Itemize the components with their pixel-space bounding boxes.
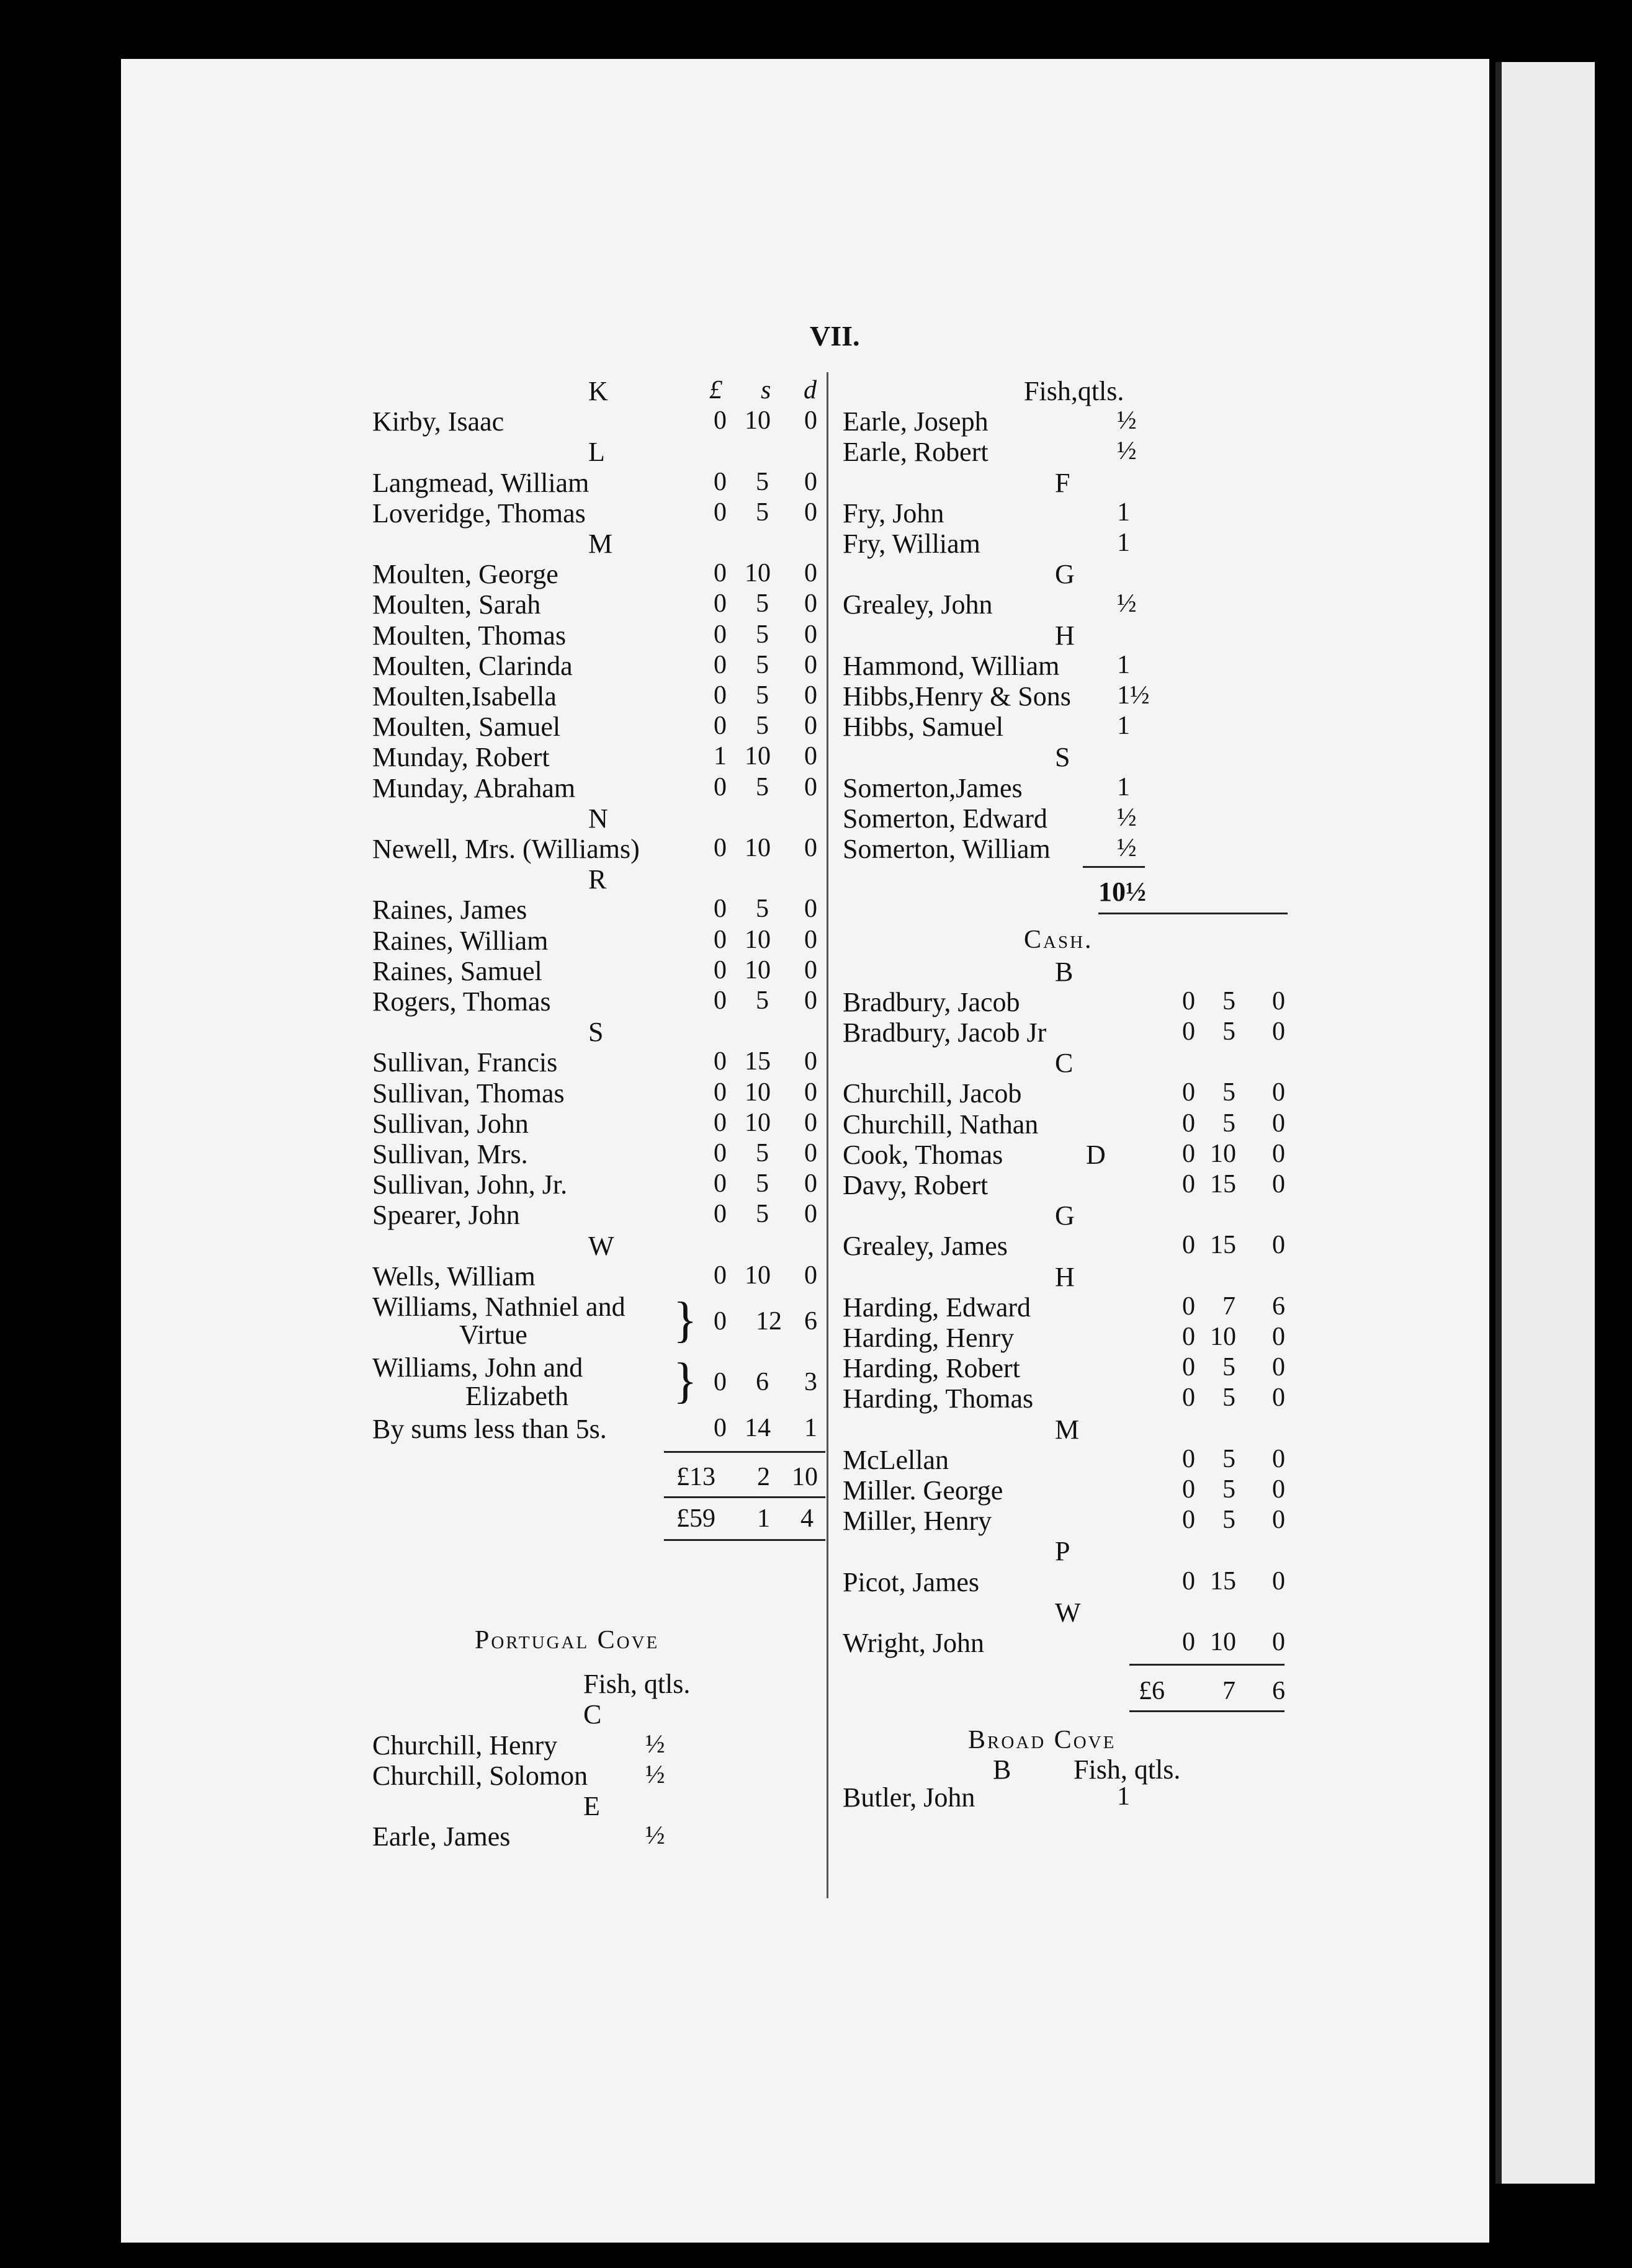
- entry-name: By sums less than 5s.: [372, 1413, 607, 1444]
- shillings-value: 5: [1222, 1078, 1235, 1107]
- fish-header: Fish,qtls.: [1024, 376, 1124, 406]
- pence-value: 0: [804, 772, 817, 801]
- entry-name: Hammond, William: [843, 650, 1060, 681]
- quantity-value: 1: [1117, 498, 1130, 527]
- section-letter: G: [1055, 559, 1075, 590]
- entry-name: Churchill, Henry: [372, 1730, 558, 1761]
- pence-value: 0: [804, 925, 817, 954]
- pounds-value: 0: [714, 467, 727, 496]
- pence-value: 0: [1272, 1475, 1285, 1504]
- pence-value: 0: [1272, 1444, 1285, 1473]
- quantity-value: ½: [1117, 834, 1137, 862]
- shillings-value: 5: [1222, 1017, 1235, 1046]
- entry-name: Churchill, Jacob: [843, 1078, 1022, 1109]
- pounds-value: 0: [714, 681, 727, 710]
- shillings-value: 5: [756, 986, 769, 1015]
- fish-total: 10½: [1098, 877, 1146, 908]
- entry-name: Wright, John: [843, 1628, 984, 1658]
- shillings-value: 5: [756, 895, 769, 924]
- shillings-value: 12: [756, 1306, 782, 1336]
- total-pounds: £59: [676, 1504, 715, 1534]
- quantity-value: 1: [1117, 529, 1130, 557]
- pence-value: 0: [804, 620, 817, 649]
- pounds-value: 0: [714, 712, 727, 741]
- cash-total-rule: [1129, 1664, 1285, 1666]
- entry-name: Moulten, George: [372, 559, 558, 590]
- entry-name: Moulten, Sarah: [372, 589, 541, 620]
- pounds-value: 0: [714, 955, 727, 984]
- entry-name: Sullivan, John, Jr.: [372, 1169, 568, 1200]
- pence-value: 0: [804, 498, 817, 527]
- quantity-value: ½: [645, 1821, 665, 1851]
- pounds-value: 0: [1182, 1139, 1195, 1168]
- entry-name: Moulten, Samuel: [372, 712, 561, 743]
- pounds-value: 0: [714, 589, 727, 618]
- quantity-value: 1: [1117, 772, 1130, 801]
- shillings-value: 5: [1222, 1353, 1235, 1382]
- quantity-value: ½: [1117, 406, 1137, 435]
- shillings-value: 5: [1222, 986, 1235, 1016]
- section-letter: M: [1055, 1414, 1080, 1445]
- section-letter: H: [1055, 1261, 1075, 1292]
- cash-heading: Cash.: [1024, 926, 1093, 955]
- entry-name: Sullivan, John: [372, 1108, 529, 1139]
- pence-value: 0: [804, 895, 817, 924]
- shillings-value: 5: [756, 1139, 769, 1167]
- entry-name: Earle, Robert: [843, 437, 989, 468]
- shillings-value: 15: [1210, 1170, 1236, 1199]
- entry-name: Raines, James: [372, 895, 527, 926]
- pounds-value: 0: [1182, 1383, 1195, 1413]
- quantity-value: 1: [1117, 650, 1130, 679]
- column-divider: [827, 372, 828, 1898]
- entry-name: Somerton,James: [843, 772, 1023, 803]
- brace: }: [673, 1354, 697, 1409]
- pence-value: 0: [804, 1047, 817, 1076]
- section-letter: R: [588, 864, 607, 895]
- section-letter: S: [588, 1017, 604, 1048]
- pounds-value: 0: [1182, 1475, 1195, 1504]
- pence-value: 0: [804, 1139, 817, 1167]
- pence-value: 0: [804, 681, 817, 710]
- pence-value: 0: [804, 955, 817, 984]
- shillings-value: 5: [1222, 1506, 1235, 1535]
- section-letter: E: [583, 1791, 600, 1821]
- pence-value: 0: [1272, 1323, 1285, 1351]
- shillings-value: 10: [745, 559, 771, 588]
- shillings-value: 5: [756, 589, 769, 618]
- entry-name: Spearer, John: [372, 1200, 520, 1231]
- pence-value: 1: [804, 1413, 817, 1442]
- facing-page-edge: [1495, 62, 1595, 2184]
- entry-name: Kirby, Isaac: [372, 406, 504, 437]
- entry-name: Raines, William: [372, 925, 549, 956]
- pounds-value: 0: [714, 498, 727, 527]
- pounds-value: 0: [714, 1261, 727, 1290]
- pence-value: 0: [804, 1261, 817, 1290]
- pence-value: 0: [1272, 1506, 1285, 1535]
- quantity-value: ½: [645, 1730, 665, 1759]
- pence-value: 0: [804, 559, 817, 588]
- shillings-value: 5: [1222, 1475, 1235, 1504]
- pounds-value: 0: [1182, 1231, 1195, 1260]
- pence-value: 0: [1272, 1383, 1285, 1413]
- total-shillings: 1: [757, 1504, 770, 1534]
- pounds-value: 0: [1182, 1444, 1195, 1473]
- fish-total-rule-bottom: [1098, 913, 1288, 914]
- entry-name: Grealey, James: [843, 1231, 1008, 1262]
- entry-name: Miller. George: [843, 1475, 1003, 1506]
- section-letter: N: [588, 803, 608, 834]
- entry-name: Munday, Abraham: [372, 772, 576, 803]
- entry-name: Fry, John: [843, 498, 944, 529]
- entry-name: McLellan: [843, 1444, 949, 1475]
- pence-value: 0: [1272, 1628, 1285, 1656]
- total-rule: [664, 1496, 825, 1498]
- entry-name: Williams, John and: [372, 1352, 583, 1383]
- entry-name: Munday, Robert: [372, 742, 550, 773]
- pounds-value: 0: [1182, 1566, 1195, 1596]
- entry-name: Loveridge, Thomas: [372, 498, 586, 529]
- cash-total-pence: 6: [1272, 1677, 1285, 1706]
- entry-name: Davy, Robert: [843, 1170, 989, 1200]
- shillings-value: 5: [756, 467, 769, 496]
- pence-value: 0: [804, 650, 817, 679]
- section-letter: H: [1055, 620, 1075, 651]
- shillings-value: 10: [745, 742, 771, 771]
- pounds-value: 1: [714, 742, 727, 771]
- pounds-value: 0: [1182, 1292, 1195, 1321]
- pence-value: 6: [804, 1306, 817, 1336]
- shillings-value: 10: [1210, 1323, 1236, 1351]
- pounds-value: 0: [714, 1200, 727, 1229]
- shillings-value: 5: [756, 772, 769, 801]
- pounds-value: 0: [714, 406, 727, 435]
- entry-name: Harding, Thomas: [843, 1383, 1034, 1414]
- entry-name: Churchill, Nathan: [843, 1109, 1039, 1140]
- entry-name: Sullivan, Francis: [372, 1047, 558, 1078]
- quantity-value: ½: [1117, 803, 1137, 832]
- pence-value: 0: [804, 406, 817, 435]
- pounds-value: 0: [714, 1169, 727, 1199]
- pounds-value: 0: [714, 895, 727, 924]
- broad-cove-heading: Broad Cove: [968, 1726, 1116, 1755]
- entry-name: Grealey, John: [843, 589, 993, 620]
- entry-name: Cook, Thomas: [843, 1139, 1003, 1170]
- pence-header: d: [804, 376, 817, 404]
- pence-value: 0: [804, 1200, 817, 1229]
- pence-value: 0: [804, 742, 817, 771]
- entry-name-cont: Virtue: [459, 1319, 527, 1351]
- entry-name: Harding, Edward: [843, 1292, 1031, 1323]
- section-letter: W: [588, 1230, 614, 1261]
- pounds-value: 0: [714, 1078, 727, 1107]
- pounds-value: 0: [714, 925, 727, 954]
- pence-value: 6: [1272, 1292, 1285, 1321]
- fish-header: Fish, qtls.: [1074, 1754, 1181, 1785]
- total-rule-bottom: [664, 1539, 825, 1541]
- portugal-cove-heading: Portugal Cove: [475, 1626, 660, 1654]
- shillings-value: 14: [745, 1413, 771, 1442]
- pounds-value: 0: [714, 986, 727, 1015]
- entry-name: Wells, William: [372, 1261, 536, 1292]
- pounds-header: £: [709, 376, 722, 404]
- shillings-value: 10: [745, 1261, 771, 1290]
- section-letter: C: [583, 1699, 602, 1730]
- section-letter: M: [588, 529, 613, 559]
- entry-name: Rogers, Thomas: [372, 986, 551, 1017]
- pounds-value: 0: [1182, 986, 1195, 1016]
- pence-value: 0: [1272, 1231, 1285, 1260]
- pence-value: 0: [804, 467, 817, 496]
- pence-value: 0: [804, 1169, 817, 1199]
- entry-name: Langmead, William: [372, 467, 590, 498]
- entry-name: Somerton, Edward: [843, 803, 1047, 834]
- pence-value: 0: [804, 712, 817, 741]
- pounds-value: 0: [714, 1306, 727, 1336]
- entry-name: Earle, Joseph: [843, 406, 989, 437]
- pounds-value: 0: [714, 1108, 727, 1137]
- shillings-value: 10: [745, 1078, 771, 1107]
- section-letter: K: [588, 376, 608, 406]
- entry-name: Butler, John: [843, 1782, 975, 1813]
- pounds-value: 0: [714, 834, 727, 862]
- pounds-value: 0: [714, 772, 727, 801]
- total-pence: 4: [800, 1504, 814, 1534]
- entry-name: Miller, Henry: [843, 1506, 992, 1537]
- entry-name: Sullivan, Mrs.: [372, 1139, 528, 1169]
- shillings-value: 10: [745, 955, 771, 984]
- quantity-value: ½: [645, 1760, 665, 1789]
- pounds-value: 0: [714, 650, 727, 679]
- pence-value: 0: [1272, 1109, 1285, 1138]
- cash-total-rule-bottom: [1129, 1710, 1285, 1712]
- subtotal-rule: [664, 1451, 825, 1453]
- shillings-value: 10: [745, 406, 771, 435]
- entry-name: Fry, William: [843, 529, 980, 559]
- entry-name: Bradbury, Jacob Jr: [843, 1017, 1047, 1048]
- shillings-value: 10: [1210, 1139, 1236, 1168]
- entry-name: Moulten, Clarinda: [372, 650, 573, 681]
- pounds-value: 0: [1182, 1506, 1195, 1535]
- pounds-value: 0: [714, 1047, 727, 1076]
- section-letter: F: [1055, 467, 1070, 498]
- pence-value: 0: [1272, 1566, 1285, 1596]
- shillings-value: 10: [745, 834, 771, 862]
- quantity-value: 1: [1117, 712, 1130, 741]
- pence-value: 0: [804, 834, 817, 862]
- entry-name: Earle, James: [372, 1821, 511, 1852]
- shillings-value: 10: [745, 1108, 771, 1137]
- quantity-value: 1: [1117, 1782, 1130, 1811]
- shillings-value: 15: [745, 1047, 771, 1076]
- pence-value: 0: [1272, 1353, 1285, 1382]
- shillings-value: 5: [1222, 1383, 1235, 1413]
- shillings-value: 5: [1222, 1444, 1235, 1473]
- entry-name: Moulten,Isabella: [372, 681, 557, 712]
- pence-value: 0: [1272, 1078, 1285, 1107]
- entry-name: Picot, James: [843, 1566, 979, 1597]
- entry-name: Williams, Nathniel and: [372, 1292, 625, 1322]
- shillings-value: 6: [756, 1368, 769, 1396]
- shillings-value: 10: [1210, 1628, 1236, 1656]
- fish-header: Fish, qtls.: [583, 1669, 691, 1700]
- entry-name: Newell, Mrs. (Williams): [372, 834, 640, 864]
- entry-name: Harding, Henry: [843, 1323, 1015, 1353]
- pounds-value: 0: [1182, 1078, 1195, 1107]
- pence-value: 0: [1272, 986, 1285, 1016]
- entry-name: Sullivan, Thomas: [372, 1078, 565, 1109]
- shillings-value: 5: [756, 1200, 769, 1229]
- pence-value: 0: [804, 1078, 817, 1107]
- entry-name: Harding, Robert: [843, 1353, 1020, 1384]
- entry-name: Bradbury, Jacob: [843, 986, 1020, 1017]
- cash-total-pounds: £6: [1139, 1677, 1165, 1706]
- pence-value: 0: [804, 986, 817, 1015]
- shillings-value: 15: [1210, 1231, 1236, 1260]
- entry-name: Hibbs, Samuel: [843, 712, 1004, 743]
- pence-value: 0: [804, 589, 817, 618]
- shillings-value: 15: [1210, 1566, 1236, 1596]
- quantity-value: ½: [1117, 437, 1137, 466]
- entry-name: Raines, Samuel: [372, 955, 542, 986]
- entry-name: Hibbs,Henry & Sons: [843, 681, 1071, 712]
- entry-name: Churchill, Solomon: [372, 1760, 588, 1791]
- pence-value: 0: [804, 1108, 817, 1137]
- subtotal-pounds: £13: [676, 1463, 715, 1491]
- entry-name-cont: Elizabeth: [465, 1380, 569, 1411]
- pounds-value: 0: [714, 620, 727, 649]
- pounds-value: 0: [714, 1413, 727, 1442]
- shillings-value: 5: [756, 1169, 769, 1199]
- pounds-value: 0: [1182, 1323, 1195, 1351]
- pounds-value: 0: [1182, 1628, 1195, 1656]
- section-letter: S: [1055, 742, 1070, 773]
- section-letter: B: [1055, 956, 1074, 987]
- section-letter: C: [1055, 1048, 1074, 1079]
- pence-value: 0: [1272, 1170, 1285, 1199]
- subtotal-shillings: 2: [757, 1463, 770, 1491]
- entry-name: Moulten, Thomas: [372, 620, 567, 651]
- shillings-value: 10: [745, 925, 771, 954]
- pounds-value: 0: [714, 559, 727, 588]
- pounds-value: 0: [714, 1368, 727, 1396]
- section-letter: W: [1055, 1597, 1081, 1628]
- cash-total-shillings: 7: [1222, 1677, 1235, 1706]
- brace: }: [673, 1293, 697, 1347]
- quantity-value: 1½: [1117, 681, 1150, 710]
- section-letter: P: [1055, 1536, 1070, 1567]
- shillings-value: 5: [756, 498, 769, 527]
- shillings-value: 5: [756, 620, 769, 649]
- quantity-value: ½: [1117, 589, 1137, 618]
- shillings-value: 5: [756, 712, 769, 741]
- pence-value: 0: [1272, 1139, 1285, 1168]
- pence-value: 3: [804, 1368, 817, 1396]
- pounds-value: 0: [1182, 1109, 1195, 1138]
- shillings-value: 5: [1222, 1109, 1235, 1138]
- section-letter: B: [993, 1754, 1011, 1785]
- entry-name: Somerton, William: [843, 834, 1051, 864]
- pounds-value: 0: [714, 1139, 727, 1167]
- shillings-value: 5: [756, 650, 769, 679]
- section-letter: D: [1086, 1139, 1106, 1170]
- section-letter: L: [588, 437, 605, 468]
- section-letter: G: [1055, 1200, 1075, 1231]
- pounds-value: 0: [1182, 1353, 1195, 1382]
- pounds-value: 0: [1182, 1170, 1195, 1199]
- fish-total-rule: [1083, 866, 1145, 868]
- pounds-value: 0: [1182, 1017, 1195, 1046]
- page-number: VII.: [810, 320, 860, 352]
- pence-value: 0: [1272, 1017, 1285, 1046]
- shillings-value: 5: [756, 681, 769, 710]
- shillings-header: s: [761, 376, 771, 404]
- subtotal-pence: 10: [792, 1463, 818, 1491]
- shillings-value: 7: [1222, 1292, 1235, 1321]
